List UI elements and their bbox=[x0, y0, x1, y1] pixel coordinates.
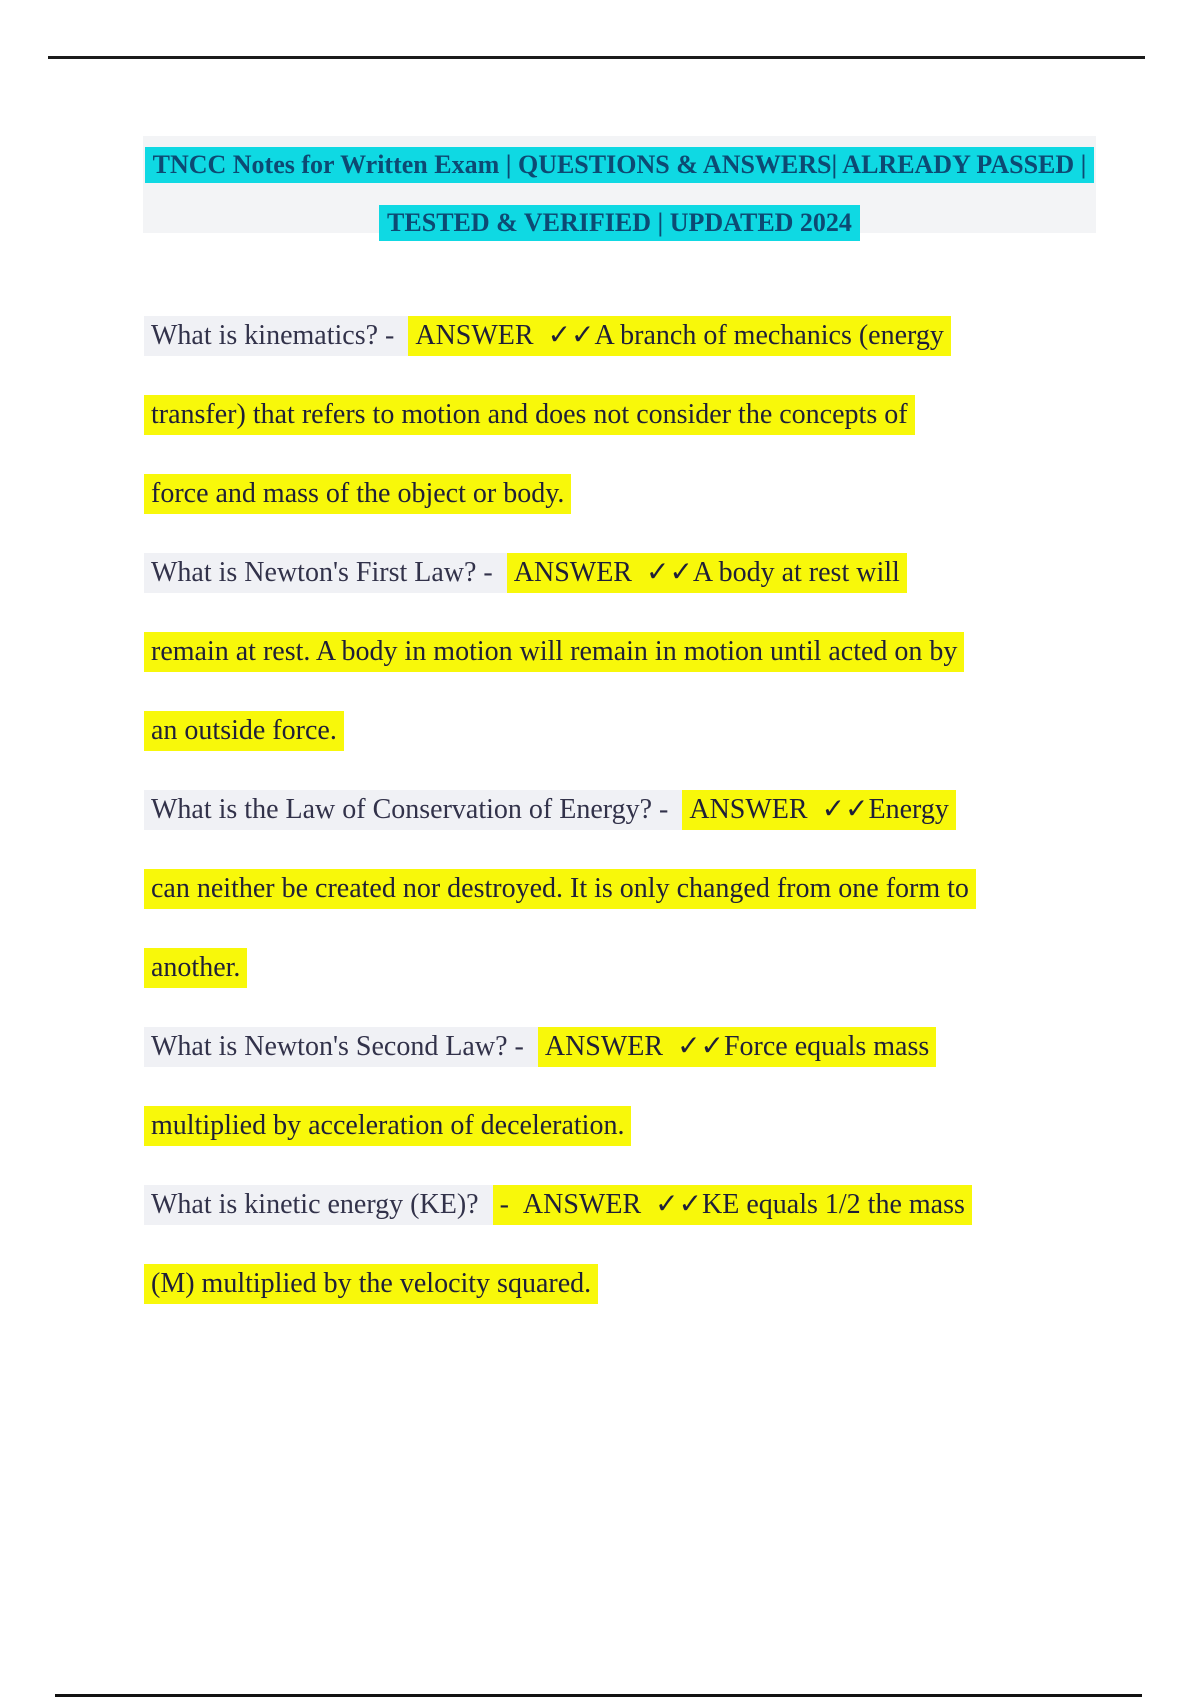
qa-line bbox=[144, 375, 1134, 454]
qa-line bbox=[144, 612, 1134, 691]
answer-text: (M) multiplied by the velocity squared. bbox=[144, 1264, 598, 1304]
answer-text: multiplied by acceleration of deceleration. bbox=[144, 1106, 631, 1146]
qa-line bbox=[144, 849, 1134, 928]
question-text: What is the Law of Conservation of Energy? - bbox=[144, 790, 682, 830]
qa-line bbox=[144, 691, 1134, 770]
qa-line bbox=[144, 533, 1134, 612]
qa-line bbox=[144, 1086, 1134, 1165]
answer-text: ANSWER ✓✓A branch of mechanics (energy bbox=[408, 316, 951, 356]
document-title-line-2 bbox=[143, 194, 1096, 252]
answer-text: an outside force. bbox=[144, 711, 344, 751]
question-text: What is Newton's Second Law? - bbox=[144, 1027, 538, 1067]
bottom-border-rule bbox=[55, 1694, 1142, 1697]
qa-content bbox=[144, 296, 1134, 1323]
qa-line bbox=[144, 296, 1134, 375]
qa-line bbox=[144, 928, 1134, 1007]
answer-text: force and mass of the object or body. bbox=[144, 474, 571, 514]
top-border-rule bbox=[48, 56, 1145, 59]
answer-text: remain at rest. A body in motion will remain in motion until acted on by bbox=[144, 632, 964, 672]
answer-text: another. bbox=[144, 948, 247, 988]
qa-line bbox=[144, 1165, 1134, 1244]
document-title-line-1 bbox=[143, 136, 1096, 194]
answer-text: ANSWER ✓✓A body at rest will bbox=[507, 553, 907, 593]
answer-text: can neither be created nor destroyed. It is only changed from one form to bbox=[144, 869, 976, 909]
qa-line bbox=[144, 1007, 1134, 1086]
title-panel bbox=[143, 136, 1096, 237]
question-text: What is kinetic energy (KE)? bbox=[144, 1185, 493, 1225]
qa-line bbox=[144, 454, 1134, 533]
question-text: What is Newton's First Law? - bbox=[144, 553, 507, 593]
title-highlight-1: TNCC Notes for Written Exam | QUESTIONS & ANSWERS| ALREADY PASSED | bbox=[145, 147, 1095, 183]
answer-text: transfer) that refers to motion and does not consider the concepts of bbox=[144, 395, 915, 435]
answer-text: ANSWER ✓✓Force equals mass bbox=[538, 1027, 936, 1067]
question-text: What is kinematics? - bbox=[144, 316, 408, 356]
qa-line bbox=[144, 1244, 1134, 1323]
title-highlight-2: TESTED & VERIFIED | UPDATED 2024 bbox=[379, 205, 860, 241]
answer-text: - ANSWER ✓✓KE equals 1/2 the mass bbox=[493, 1185, 972, 1225]
qa-line bbox=[144, 770, 1134, 849]
answer-text: ANSWER ✓✓Energy bbox=[682, 790, 956, 830]
